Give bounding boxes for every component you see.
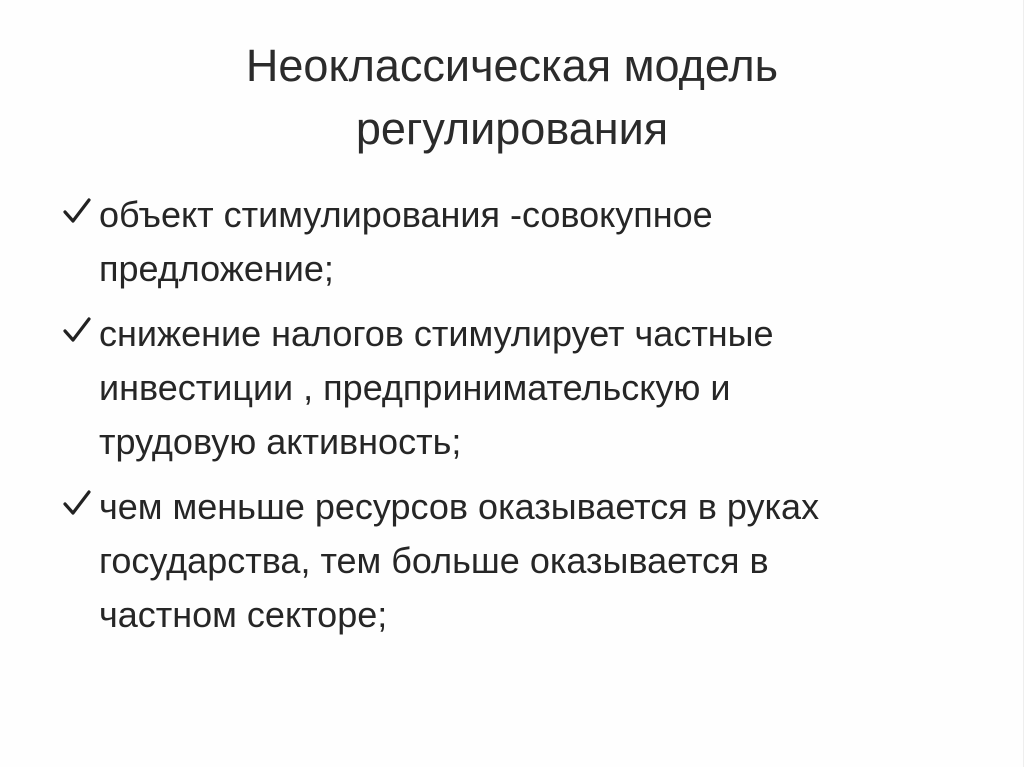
bullet-text: [99, 188, 962, 296]
checkmark-icon: [62, 196, 92, 226]
slide-title: [0, 34, 1024, 160]
slide-title-line-1: Неоклассическая модель: [245, 40, 779, 91]
bullet-line: инвестиции , предпринимательскую и: [99, 367, 731, 408]
bullet-item: [62, 480, 962, 642]
bullet-line: трудовую активность;: [99, 421, 462, 462]
bullet-text: [99, 307, 962, 469]
bullet-line: объект стимулирования -совокупное: [99, 194, 713, 235]
bullet-item: [62, 307, 962, 469]
bullet-list: [62, 188, 962, 653]
bullet-text: [99, 480, 962, 642]
bullet-line: снижение налогов стимулирует частные: [99, 313, 774, 354]
checkmark-icon: [62, 315, 92, 345]
slide-title-line-2: регулирования: [355, 103, 669, 154]
checkmark-icon: [62, 488, 92, 518]
bullet-line: частном секторе;: [99, 594, 388, 635]
bullet-item: [62, 188, 962, 296]
bullet-line: предложение;: [99, 248, 334, 289]
bullet-line: чем меньше ресурсов оказывается в руках: [99, 486, 820, 527]
bullet-line: государства, тем больше оказывается в: [99, 540, 769, 581]
